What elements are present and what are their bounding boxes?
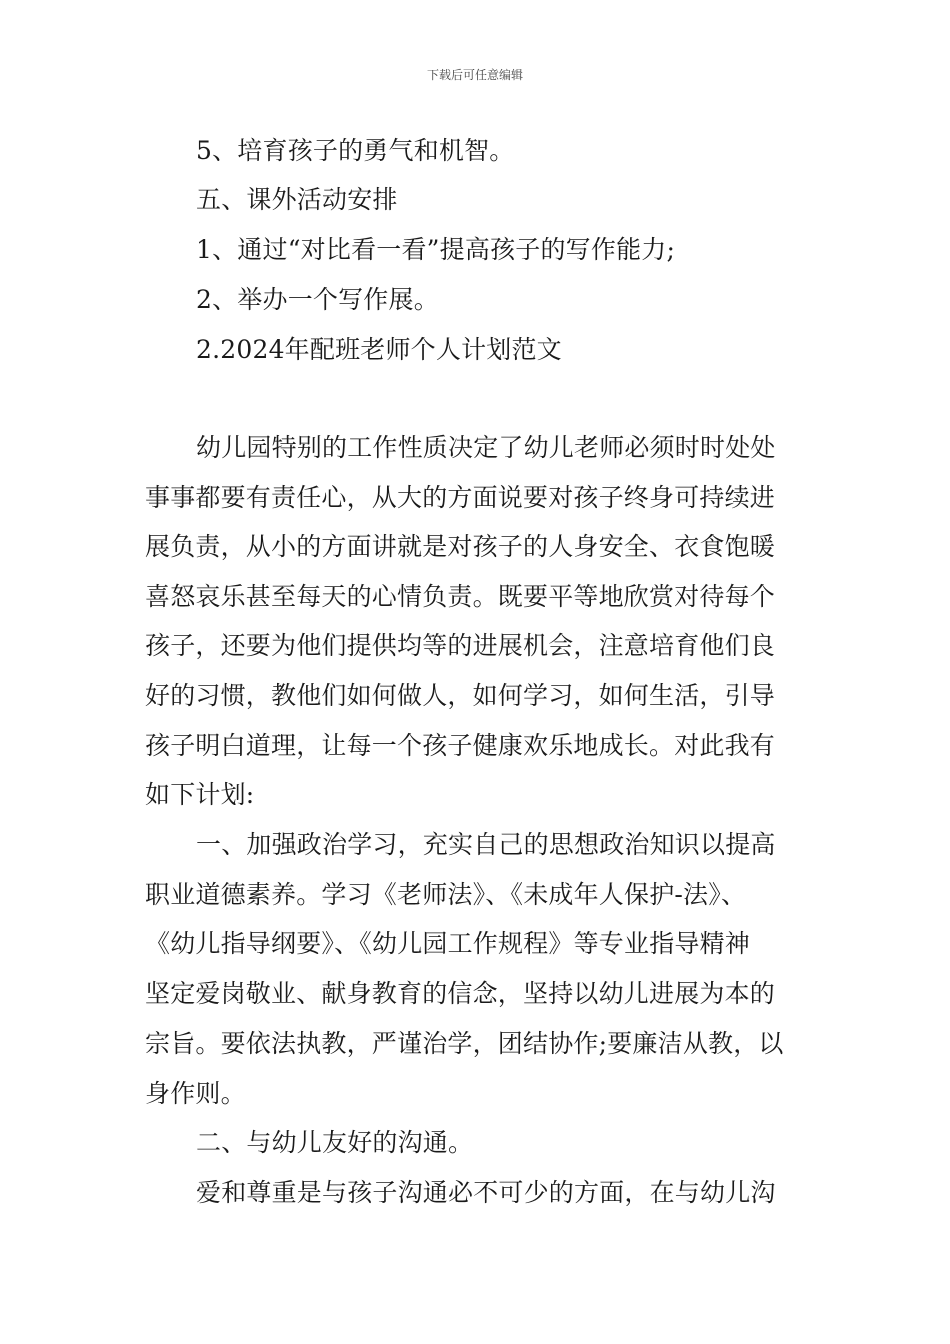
paragraph-line: 事事都要有责任心，从大的方面说要对孩子终身可持续进 [145, 483, 776, 512]
paragraph-line: 爱和尊重是与孩子沟通必不可少的方面，在与幼儿沟 [196, 1178, 776, 1207]
paragraph-line: 身作则。 [145, 1079, 246, 1108]
section-heading-communication: 二、与幼儿友好的沟通。 [196, 1128, 474, 1157]
paragraph-line: 坚定爱岗敬业、献身教育的信念，坚持以幼儿进展为本的 [145, 979, 776, 1008]
list-item-1: 1、通过“对比看一看”提高孩子的写作能力; [196, 235, 676, 264]
paragraph-line: 孩子，还要为他们提供均等的进展机会，注意培育他们良 [145, 631, 776, 660]
paragraph-line: 孩子明白道理，让每一个孩子健康欢乐地成长。对此我有 [145, 731, 776, 760]
page-header: 下载后可任意编辑 [426, 68, 523, 82]
paragraph-line: 喜怒哀乐甚至每天的心情负责。既要平等地欣赏对待每个 [145, 582, 776, 611]
paragraph-line: 职业道德素养。学习《老师法》、《未成年人保护-法》、 [145, 880, 747, 909]
paragraph-line: 好的习惯，教他们如何做人，如何学习，如何生活，引导 [145, 681, 776, 710]
article-title: 2.2024年配班老师个人计划范文 [196, 335, 562, 364]
paragraph-line: 展负责，从小的方面讲就是对孩子的人身安全、衣食饱暖 [145, 532, 776, 561]
list-item-2: 2、举办一个写作展。 [196, 285, 439, 314]
list-item-5: 5、培育孩子的勇气和机智。 [196, 136, 515, 165]
paragraph-line: 幼儿园特别的工作性质决定了幼儿老师必须时时处处 [196, 433, 776, 462]
paragraph-line: 宗旨。要依法执教，严谨治学，团结协作;要廉洁从教，以 [145, 1029, 784, 1058]
paragraph-line: 如下计划: [145, 780, 255, 809]
paragraph-line: 《幼儿指导纲要》、《幼儿园工作规程》等专业指导精神 [145, 929, 751, 958]
section-heading-extracurricular: 五、课外活动安排 [196, 185, 398, 214]
section-heading-political-study: 一、加强政治学习，充实自己的思想政治知识以提高 [196, 830, 776, 859]
